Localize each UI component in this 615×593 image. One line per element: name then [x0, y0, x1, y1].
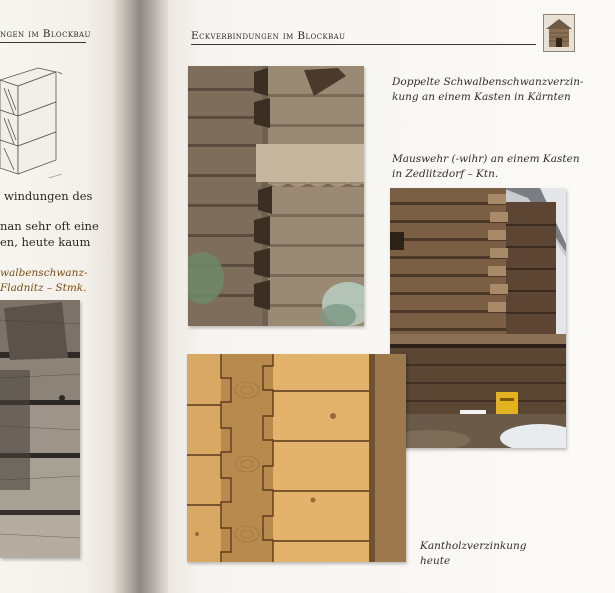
- caption-dovetail-line-2: kung an einem Kasten in Kärnten: [392, 91, 571, 103]
- building-thumbnail-icon: [543, 14, 575, 52]
- left-text-line-1: windungen des: [4, 189, 93, 203]
- log-corner-sketch: [0, 58, 62, 178]
- caption-kantholz-line-1: Kantholzverzinkung: [420, 540, 527, 552]
- left-running-head: ngen im Blockbau: [0, 28, 91, 40]
- left-header-rule: [0, 42, 86, 43]
- book-gutter: [112, 0, 174, 593]
- caption-mauswehr-line-2: in Zedlitzdorf – Ktn.: [392, 168, 499, 180]
- left-text-line-2: nan sehr oft eine: [0, 219, 99, 233]
- right-header-rule: [191, 44, 536, 45]
- photo-kantholz-joint: [187, 354, 406, 562]
- photo-dovetail-corner: [188, 66, 364, 326]
- left-photo-weathered-logs: [0, 300, 80, 558]
- left-text-line-3: en, heute kaum: [0, 235, 91, 249]
- caption-kantholz-line-2: heute: [420, 555, 451, 567]
- caption-dovetail-line-1: Doppelte Schwalbenschwanzverzin-: [392, 76, 584, 88]
- left-caption-line-1: walbenschwanz-: [0, 267, 88, 279]
- caption-mauswehr-line-1: Mauswehr (-wihr) an einem Kasten: [392, 153, 580, 165]
- right-running-head: Eckverbindungen im Blockbau: [191, 30, 346, 42]
- photo-mauswehr-storehouse: [390, 188, 566, 448]
- left-caption-line-2: Fladnitz – Stmk.: [0, 282, 87, 294]
